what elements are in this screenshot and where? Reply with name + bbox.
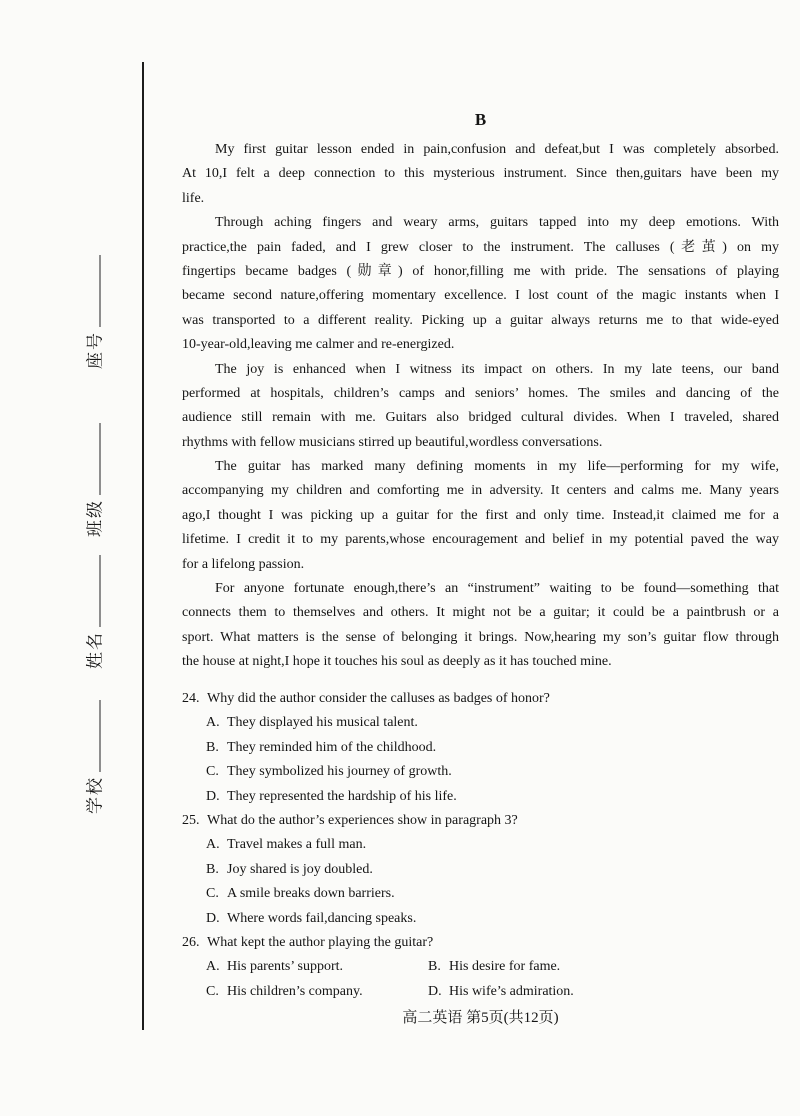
option: [206, 789, 457, 804]
margin-field-blank: [83, 555, 101, 627]
passage-line: was transported to a different reality. Picking up a guitar always returns me to that wide-eyed: [182, 312, 779, 328]
passage-line: connects them to themselves and others. It might not be a guitar; it could be a paintbrush or a: [182, 605, 779, 621]
passage-line: ago,I thought I was picking up a guitar for the first and only time. Instead,it claimed me for a: [182, 507, 779, 523]
passage-line: audience still remain with me. Guitars also bridged cultural divides. When I traveled, shared: [182, 410, 779, 426]
option-row: [182, 858, 779, 882]
option-row: [182, 907, 779, 931]
option: [206, 715, 418, 730]
passage-line: For anyone fortunate enough,there’s an “instrument” waiting to be found—something that: [215, 581, 779, 597]
passage-line: The joy is enhanced when I witness its impact on others. In my late teens, our band: [215, 361, 779, 377]
option-text: They symbolized his journey of growth.: [227, 764, 452, 780]
question-stem: [182, 931, 779, 955]
option-text: His desire for fame.: [449, 959, 561, 975]
margin-field: [81, 555, 106, 669]
option-row: [182, 882, 779, 906]
option-text: His wife’s admiration.: [449, 983, 574, 999]
option: [206, 955, 428, 979]
option: [206, 911, 416, 926]
question-number: 24.: [182, 691, 200, 706]
option-row: [182, 760, 779, 784]
option: [206, 837, 366, 852]
page-footer: 高二英语 第5页(共12页): [402, 1010, 559, 1026]
option-row: [182, 955, 779, 979]
question-text: Why did the author consider the calluses as badges of honor?: [207, 691, 550, 706]
option: [206, 862, 373, 877]
margin-field-label: 班级: [85, 499, 105, 537]
questions: [182, 687, 779, 1004]
option-label: A.: [206, 959, 220, 975]
option-text: Travel makes a full man.: [227, 837, 367, 853]
passage-line: My first guitar lesson ended in pain,confusion and defeat,but I was completely absorbed.: [215, 142, 779, 157]
passage-line: sport. What matters is the sense of belonging it brings. Now,hearing my son’s guitar flow through: [182, 629, 779, 645]
seal-line: [142, 62, 144, 1030]
option-label: C.: [206, 886, 219, 902]
margin-field: [81, 423, 106, 537]
section-label: B: [474, 110, 487, 129]
option-row: [182, 833, 779, 857]
passage-line: life.: [182, 190, 205, 206]
option-text: Where words fail,dancing speaks.: [227, 910, 417, 926]
option: [206, 886, 395, 901]
passage-line: for a lifelong passion.: [182, 556, 305, 572]
option-text: His parents’ support.: [227, 959, 343, 975]
option-label: B.: [428, 959, 441, 975]
passage-line: lifetime. I credit it to my parents,whose encouragement and belief in my potential paved the way: [182, 532, 779, 548]
option-text: His children’s company.: [227, 983, 363, 999]
option-text: Joy shared is joy doubled.: [227, 861, 373, 877]
passage-line: the house at night,I hope it touches his soul as deeply as it has touched mine.: [182, 654, 612, 670]
margin-field-blank: [83, 255, 101, 327]
passage-line: 10-year-old,leaving me calmer and re-energized.: [182, 337, 455, 353]
question-stem: [182, 809, 779, 833]
option-label: A.: [206, 715, 220, 731]
option-row: [182, 711, 779, 735]
question-stem: [182, 687, 779, 711]
option-row: [182, 736, 779, 760]
option: [428, 955, 560, 979]
option-label: D.: [206, 788, 220, 804]
passage-line: accompanying my children and comforting me in adversity. It centers and calms me. Many years: [182, 483, 779, 499]
option-label: C.: [206, 983, 219, 999]
option-label: A.: [206, 837, 220, 853]
passage-line: Through aching fingers and weary arms, guitars tapped into my deep emotions. With: [215, 215, 779, 231]
margin-field-label: 姓名: [85, 631, 105, 669]
margin-field: [81, 255, 106, 369]
passage-line: rhythms with fellow musicians stirred up beautiful,wordless conversations.: [182, 434, 603, 450]
passage: [182, 138, 779, 675]
passage-line: practice,the pain faded, and I grew closer to the instrument. The calluses (老茧) on my: [182, 239, 779, 255]
option-text: A smile breaks down barriers.: [227, 886, 395, 902]
option-text: They represented the hardship of his life.: [227, 788, 457, 804]
margin-field-label: 学校: [85, 776, 105, 814]
option: [206, 740, 436, 755]
question-text: What do the author’s experiences show in paragraph 3?: [207, 813, 518, 829]
option-row: [182, 785, 779, 809]
option-row: [182, 980, 779, 1004]
passage-line: became second nature,offering momentary excellence. I lost count of the magic instants when I: [182, 288, 779, 304]
question-number: 26.: [182, 935, 200, 951]
option: [206, 980, 428, 1004]
margin-field-blank: [83, 423, 101, 495]
option-label: D.: [206, 910, 220, 926]
margin-field-label: 座号: [85, 331, 105, 369]
passage-line: fingertips became badges (勋章) of honor,filling me with pride. The sensations of playing: [182, 263, 779, 279]
question-text: What kept the author playing the guitar?: [207, 935, 434, 951]
passage-line: performed at hospitals, children’s camps and seniors’ homes. The smiles and dancing of the: [182, 385, 779, 401]
option-text: They reminded him of the childhood.: [227, 739, 437, 755]
option-label: C.: [206, 764, 219, 780]
question-number: 25.: [182, 813, 200, 829]
option: [428, 980, 574, 1004]
option-label: B.: [206, 739, 219, 755]
option-label: B.: [206, 861, 219, 877]
margin-field-blank: [83, 700, 101, 772]
option-text: They displayed his musical talent.: [227, 715, 418, 731]
margin-field: [81, 700, 106, 814]
passage-line: The guitar has marked many defining moments in my life—performing for my wife,: [215, 459, 779, 475]
option-label: D.: [428, 983, 442, 999]
option: [206, 764, 452, 779]
passage-line: At 10,I felt a deep connection to this mysterious instrument. Since then,guitars have been my: [182, 166, 779, 182]
